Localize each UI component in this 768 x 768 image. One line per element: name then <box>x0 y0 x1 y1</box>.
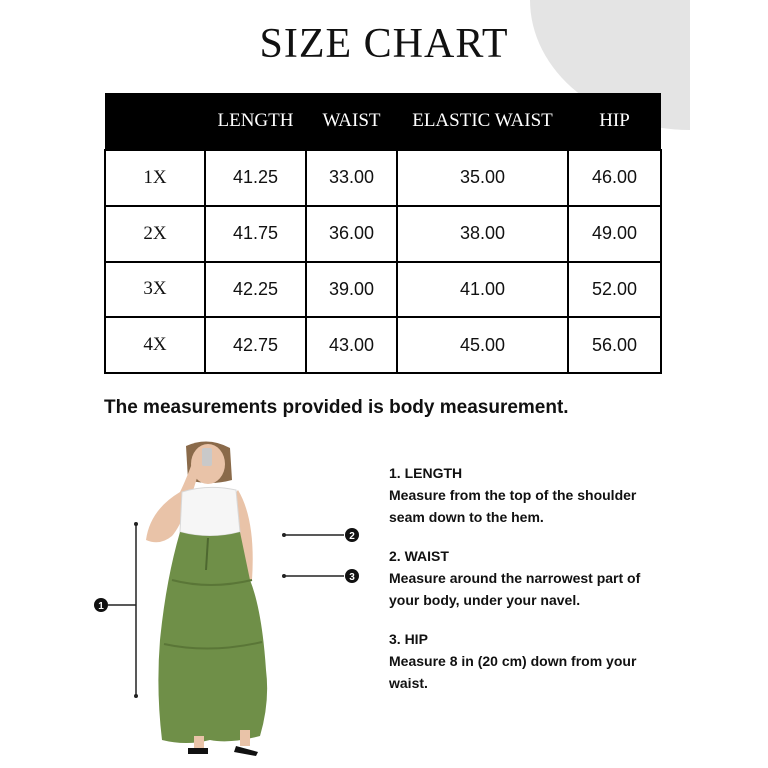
hip-cell: 52.00 <box>568 262 661 318</box>
instruction-title: 1. LENGTH <box>389 465 463 481</box>
measurement-instructions <box>389 462 729 711</box>
model-white-top <box>180 487 240 536</box>
header-waist: WAIST <box>306 93 397 150</box>
instruction-line: waist. <box>389 675 428 691</box>
marker-2-label: 2 <box>349 531 355 542</box>
model-leg <box>240 730 250 746</box>
length-cell: 42.25 <box>205 262 306 318</box>
instruction-title: 2. WAIST <box>389 548 449 564</box>
instruction-line: Measure 8 in (20 cm) down from your <box>389 653 637 669</box>
header-elastic-waist: ELASTIC WAIST <box>397 93 568 150</box>
elastic-waist-cell: 38.00 <box>397 206 568 262</box>
size-cell: 4X <box>105 317 205 373</box>
instruction-title: 3. HIP <box>389 631 428 647</box>
header-size <box>105 93 205 150</box>
hip-cell: 46.00 <box>568 150 661 206</box>
table-header-row <box>105 93 661 150</box>
hip-cell: 49.00 <box>568 206 661 262</box>
elastic-waist-cell: 35.00 <box>397 150 568 206</box>
elastic-waist-cell: 45.00 <box>397 317 568 373</box>
instruction-line: your body, under your navel. <box>389 592 581 608</box>
instruction-length <box>389 462 729 528</box>
size-cell: 1X <box>105 150 205 206</box>
waist-cell: 43.00 <box>306 317 397 373</box>
elastic-waist-cell: 41.00 <box>397 262 568 318</box>
shoe <box>234 746 258 756</box>
phone-icon <box>202 448 212 466</box>
length-cell: 42.75 <box>205 317 306 373</box>
waist-cell: 33.00 <box>306 150 397 206</box>
size-table <box>104 93 662 374</box>
hip-cell: 56.00 <box>568 317 661 373</box>
table-row <box>105 150 661 206</box>
page-title: SIZE CHART <box>259 21 509 67</box>
length-cell: 41.75 <box>205 206 306 262</box>
length-cell: 41.25 <box>205 150 306 206</box>
waist-cell: 36.00 <box>306 206 397 262</box>
header-hip: HIP <box>568 93 661 150</box>
model-leg <box>194 736 204 750</box>
model-figure <box>90 440 390 760</box>
table-row <box>105 317 661 373</box>
table-row <box>105 262 661 318</box>
instruction-line: seam down to the hem. <box>389 509 544 525</box>
shoe <box>188 748 208 754</box>
instruction-line: Measure from the top of the shoulder <box>389 487 637 503</box>
instruction-hip <box>389 628 729 694</box>
marker-1-label: 1 <box>98 601 104 612</box>
table-row <box>105 206 661 262</box>
instruction-waist <box>389 545 729 611</box>
marker-3-label: 3 <box>349 572 355 583</box>
size-cell: 3X <box>105 262 205 318</box>
header-length: LENGTH <box>205 93 306 150</box>
instruction-line: Measure around the narrowest part of <box>389 570 641 586</box>
measurement-note: The measurements provided is body measurement. <box>104 397 569 418</box>
size-cell: 2X <box>105 206 205 262</box>
waist-cell: 39.00 <box>306 262 397 318</box>
